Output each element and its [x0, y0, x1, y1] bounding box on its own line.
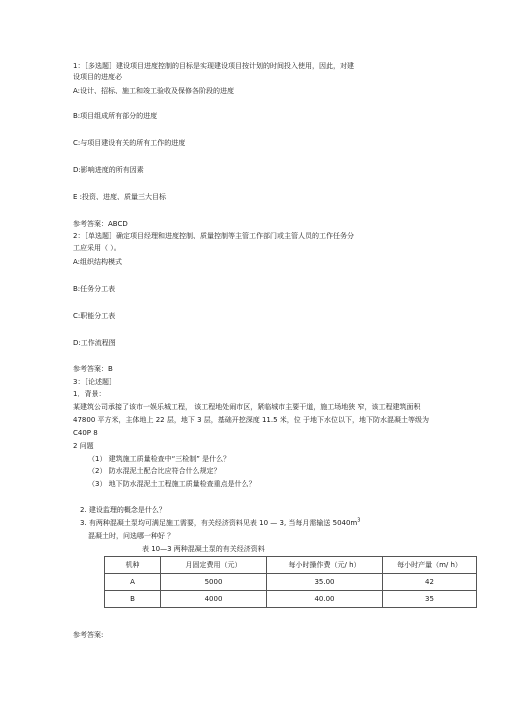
table-cell: 40.00	[267, 591, 383, 608]
q3-title: 3：［论述题］	[73, 378, 116, 386]
table-cell: 42	[383, 574, 477, 591]
table-header-cell: 机种	[105, 557, 161, 574]
q1-option-d: D:影响进度的所有因素	[73, 166, 144, 174]
q1-option-a: A:设计、招标、施工和竣工验收及保修各阶段的进度	[73, 87, 235, 95]
q3-background-line2: 47800 平方米，主体地上 22 层，地下 3 层，基础开挖深度 11.5 米，位 于地下水位以下，地下防水混凝土等级为	[73, 416, 430, 424]
table-cell: 35.00	[267, 574, 383, 591]
table-cell: 35	[383, 591, 477, 608]
table-header-row	[105, 557, 477, 574]
table-header-cell: 月固定费用（元）	[161, 557, 267, 574]
q1-stem-line1: 1：［多选题］建设项目进度控制的目标是实现建设项目按计划的时间投入使用，因此，对建	[73, 62, 354, 70]
q2-stem-line1: 2：［单选题］确定项目经理和进度控制、质量控制等主管工作部门或主管人员的工作任务分	[73, 232, 354, 240]
table-cell: A	[105, 574, 161, 591]
table-caption: 表 10—3 两种混凝土泵的有关经济资料	[142, 545, 265, 553]
table-row	[105, 574, 477, 591]
q3-background-line3: C40P 8	[73, 429, 98, 437]
table-header-cell: 每小时操作费（元/ h）	[267, 557, 383, 574]
q1-answer: 参考答案：ABCD	[73, 220, 128, 228]
q3-item-3-superscript: 3	[357, 517, 361, 524]
q3-sub-question-2: （2） 防水混泥土配合比应符合什么规定？	[88, 467, 221, 475]
q1-option-b: B:项目组成所有部分的进度	[73, 112, 158, 120]
table-cell: B	[105, 591, 161, 608]
q3-item-3-line2: 混凝土时，问选哪一种好 ？	[88, 532, 175, 540]
q3-item-2: 2. 建设监理的概念是什么？	[80, 506, 166, 514]
table-cell: 4000	[161, 591, 267, 608]
table-header-cell: 每小时产量（m/ h）	[383, 557, 477, 574]
q3-background-line1: 某建筑公司承接了该市一娱乐城工程， 该工程地处闹市区，紧临城市主要干道，施工场地狭 窄，该工程建筑面积	[73, 403, 421, 411]
q1-option-e: E :投资、进度、质量三大目标	[73, 193, 167, 201]
q2-option-a: A:组织结构模式	[73, 258, 123, 266]
q3-sub-question-3: （3） 地下防水混泥土工程施工质量检查重点是什么？	[88, 480, 256, 488]
table-cell: 5000	[161, 574, 267, 591]
q3-item-3	[80, 519, 360, 528]
q2-option-d: D:工作流程图	[73, 339, 116, 347]
q3-item-3-text: 3. 有两种混凝土泵均可满足施工需要，有关经济资料见表 10 — 3, 当每月需输送 5040m	[80, 519, 358, 527]
q3-answer: 参考答案:	[73, 631, 104, 639]
q2-option-b: B:任务分工表	[73, 285, 116, 293]
table-row	[105, 591, 477, 608]
q2-answer: 参考答案：B	[73, 365, 113, 373]
q1-stem-line2: 设项目的进度必	[73, 73, 122, 81]
q3-background-label: 1．背景：	[73, 390, 106, 398]
q1-option-c: C:与项目建设有关的所有工作的进度	[73, 139, 186, 147]
q2-option-c: C:职能分工表	[73, 312, 116, 320]
concrete-pump-table	[104, 556, 477, 608]
q2-stem-line2: 工应采用（ ）。	[73, 244, 121, 252]
q3-sub-question-1: （1） 建筑施工质量检查中“三检制” 是什么？	[88, 455, 231, 463]
q3-question-label: 2 问题	[73, 442, 94, 450]
